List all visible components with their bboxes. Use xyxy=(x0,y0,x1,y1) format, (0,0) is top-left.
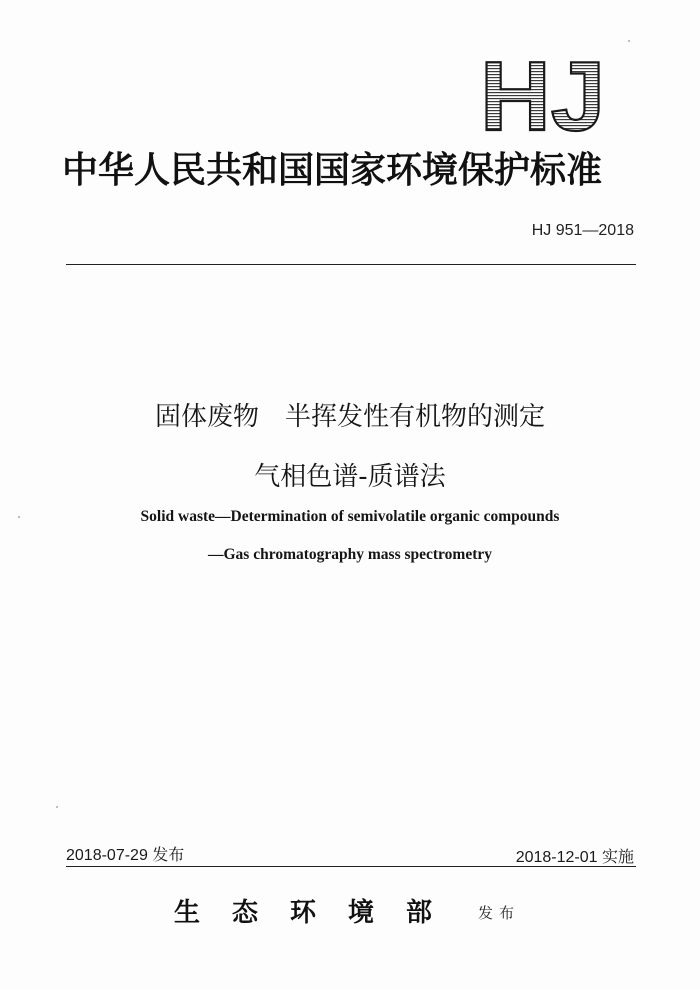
title-chinese-line-2: 气相色谱-质谱法 xyxy=(254,462,446,492)
footer-divider xyxy=(66,866,636,867)
hj-logo-graphic xyxy=(474,50,634,136)
title-chinese-line-1: 固体废物 半挥发性有机物的测定 xyxy=(154,402,545,432)
hj-logo-text: HJ xyxy=(480,50,606,136)
hj-logo xyxy=(474,50,634,136)
scan-speck xyxy=(628,40,630,42)
issuing-authority: 生态环境部 xyxy=(174,898,465,928)
title-english-line-2: —Gas chromatography mass spectrometry xyxy=(208,546,492,563)
issue-date: 2018-07-29 发布 xyxy=(66,847,185,864)
implementation-date: 2018-12-01 实施 xyxy=(515,849,634,866)
organization-title: 中华人民共和国国家环境保护标准 xyxy=(62,149,603,191)
issuing-authority-suffix: 发布 xyxy=(478,904,521,922)
scan-speck xyxy=(18,516,20,518)
scan-speck xyxy=(56,806,58,808)
title-english-line-1: Solid waste—Determination of semivolatile organic compounds xyxy=(140,508,560,525)
header-divider xyxy=(66,264,636,265)
standard-number: HJ 951—2018 xyxy=(531,222,634,239)
